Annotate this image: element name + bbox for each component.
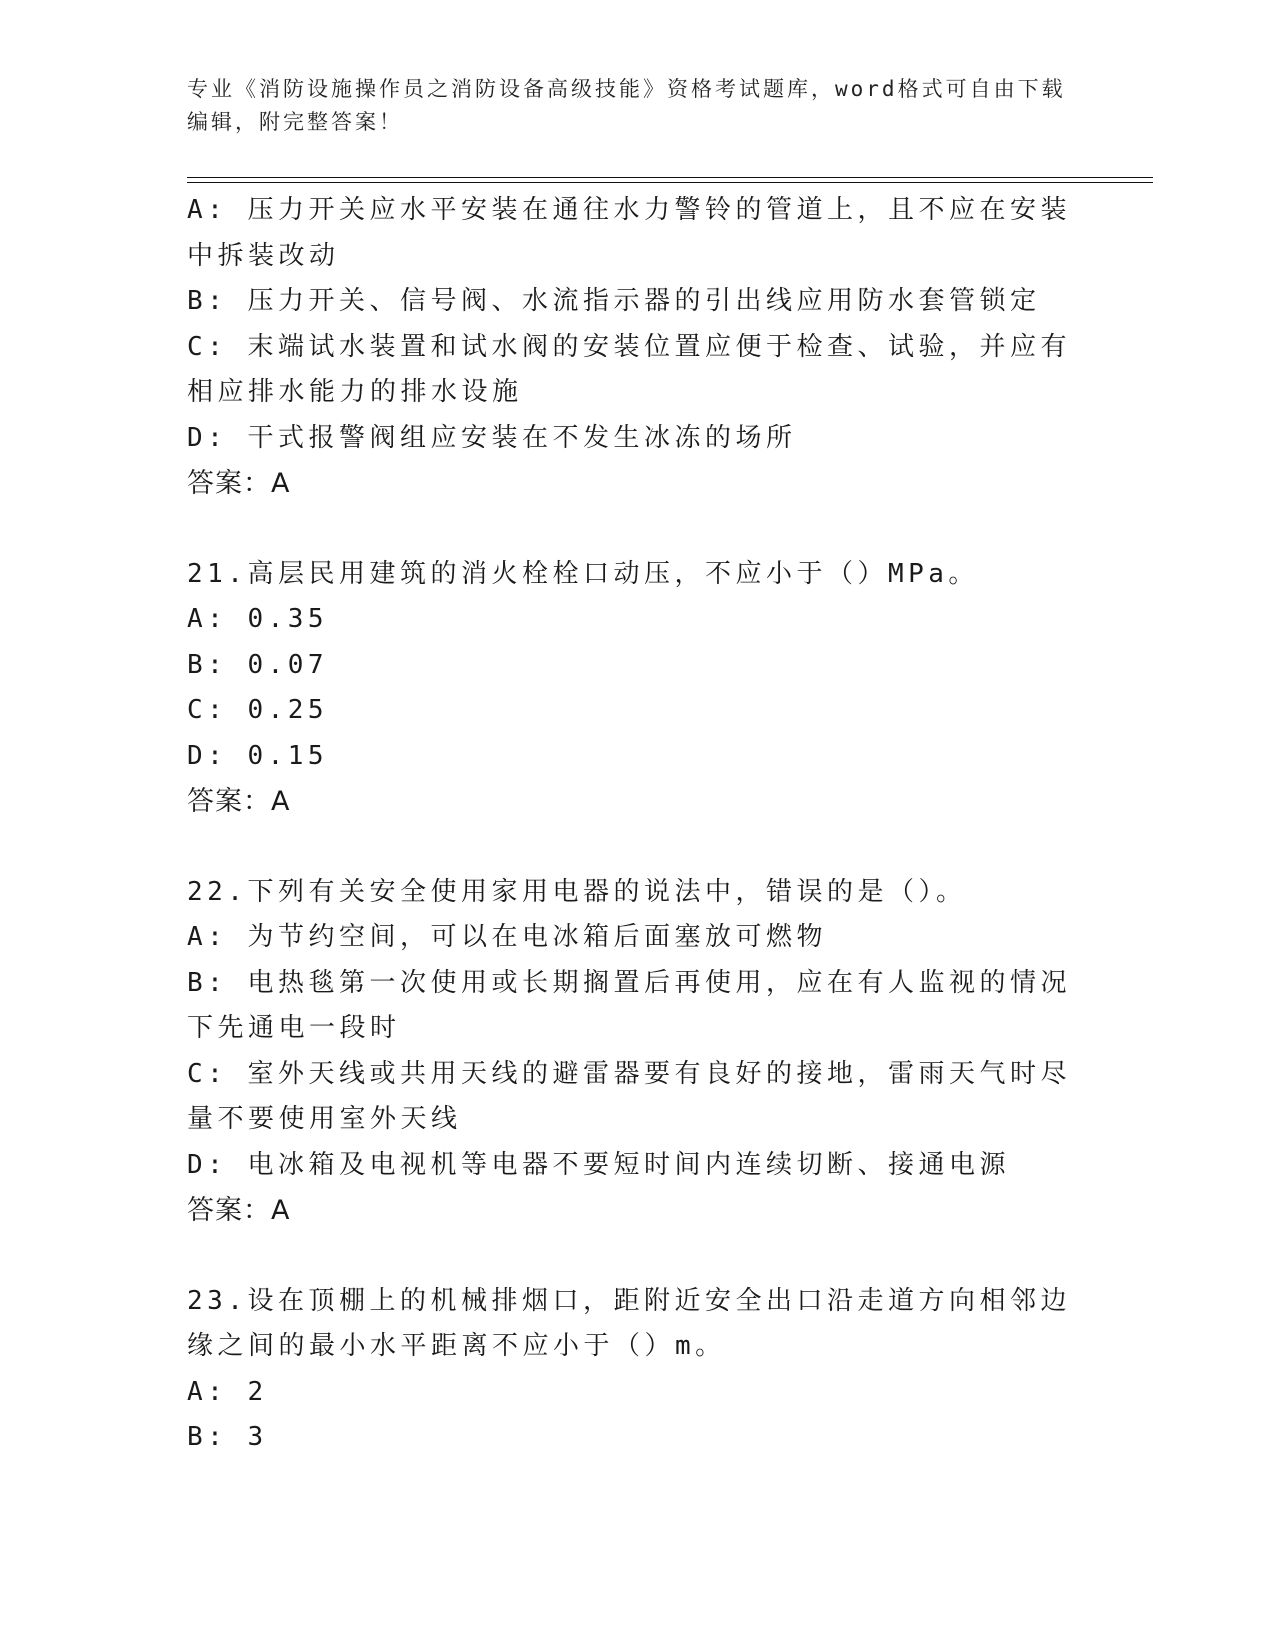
option-a: A: 0.35 (187, 604, 329, 634)
answer-line: 答案：A (187, 1195, 291, 1226)
option-b: B: 压力开关、信号阀、水流指示器的引出线应用防水套管锁定 (187, 286, 1041, 316)
option-a: A: 压力开关应水平安装在通往水力警铃的管道上，且不应在安装中拆装改动 (187, 195, 1071, 271)
option-b: B: 3 (187, 1422, 268, 1452)
question-block-20 (187, 188, 1087, 507)
question-title: 21.高层民用建筑的消火栓栓口动压，不应小于（）MPa。 (187, 558, 979, 589)
option-b: B: 0.07 (187, 649, 329, 680)
option-a: A: 2 (187, 1376, 268, 1407)
option-c: C: 室外天线或共用天线的避雷器要有良好的接地，雷雨天气时尽量不要使用室外天线 (187, 1058, 1071, 1134)
option-b: B: 电热毯第一次使用或长期搁置后再使用，应在有人监视的情况下先通电一段时 (187, 967, 1071, 1043)
answer-line: 答案：A (187, 786, 291, 817)
option-c: C: 末端试水装置和试水阀的安装位置应便于检查、试验，并应有相应排水能力的排水设施 (187, 331, 1071, 407)
question-title: 22.下列有关安全使用家用电器的说法中，错误的是（）。 (187, 876, 967, 907)
header-divider-double (187, 182, 1153, 183)
option-d: D: 干式报警阀组应安装在不发生冰冻的场所 (187, 422, 797, 453)
answer-line: 答案：A (187, 468, 291, 499)
option-d: D: 0.15 (187, 740, 329, 771)
option-a: A: 为节约空间，可以在电冰箱后面塞放可燃物 (187, 922, 827, 952)
option-d: D: 电冰箱及电视机等电器不要短时间内连续切断、接通电源 (187, 1149, 1010, 1180)
header-divider (187, 177, 1153, 178)
question-block-23 (187, 1279, 1087, 1461)
option-c: C: 0.25 (187, 695, 329, 725)
page-header: 专业《消防设施操作员之消防设备高级技能》资格考试题库，word格式可自由下载编辑，附完整答案！ (187, 77, 1066, 134)
question-title: 23.设在顶棚上的机械排烟口，距附近安全出口沿走道方向相邻边缘之间的最小水平距离不应小于（）m。 (187, 1285, 1071, 1361)
question-block-21 (187, 552, 1087, 825)
document-body (187, 188, 1087, 1461)
question-block-22 (187, 870, 1087, 1234)
